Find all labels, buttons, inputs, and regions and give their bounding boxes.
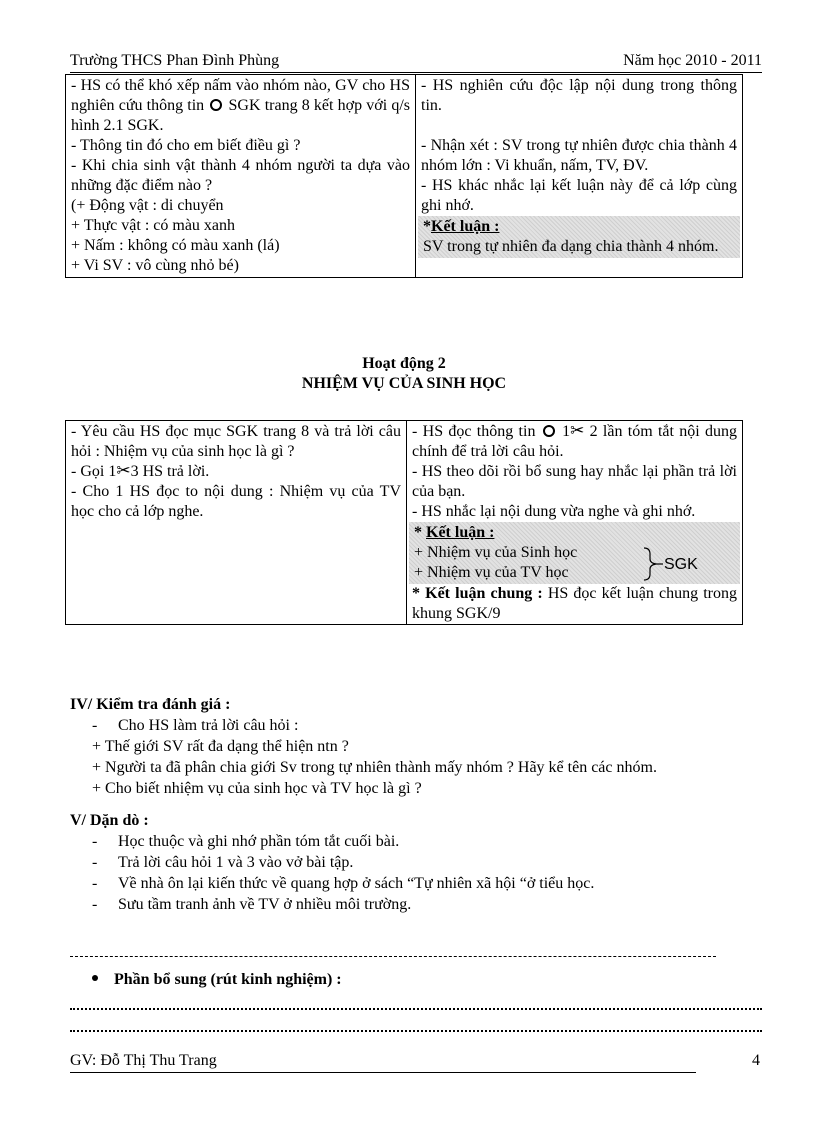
page-header <box>70 52 762 73</box>
table1-left-line4: (+ Động vật : di chuyển <box>71 197 224 214</box>
info-circle-icon <box>543 425 555 437</box>
page-number: 4 <box>752 1052 760 1069</box>
table1-right-line2: - Nhận xét : SV trong tự nhiên được chia thành 4 nhóm lớn : Vi khuẩn, nấm, TV, ĐV. <box>421 137 737 174</box>
table1-right-line3: - HS khác nhắc lại kết luận này để cả lớp cùng ghi nhớ. <box>421 177 737 214</box>
section5-title: V/ Dặn dò : <box>70 812 149 829</box>
bullet-icon <box>92 975 98 981</box>
activity1-table <box>65 74 743 278</box>
table1-left-line2: - Thông tin đó cho em biết điều gì ? <box>71 137 301 154</box>
table1-left-line7: + Vi SV : vô cùng nhỏ bé) <box>71 257 239 274</box>
right-brace-icon <box>642 547 664 581</box>
info-circle-icon <box>210 99 222 111</box>
student-column-2 <box>407 421 743 625</box>
section4-item1: - Cho HS làm trả lời câu hỏi : <box>92 717 299 734</box>
table1-left-line1: - HS có thể khó xếp nấm vào nhóm nào, GV cho HS nghiên cứu thông tin SGK trang 8 kết hợp với q/s hình 2.1 SGK. <box>71 77 411 134</box>
activity2-heading <box>65 354 743 394</box>
school-year: Năm học 2010 - 2011 <box>623 52 762 69</box>
section-assessment <box>70 694 770 799</box>
homework-item: - Sưu tầm tranh ảnh về TV ở nhiều môi trường. <box>92 896 412 913</box>
homework-item: - Về nhà ôn lại kiến thức về quang hợp ở sách “Tự nhiên xã hội “ở tiểu học. <box>92 875 595 892</box>
table2-right-line1: - HS đọc thông tin 1✂ 2 lần tóm tắt nội dung chính để trả lời câu hỏi. <box>412 421 738 460</box>
supplement-heading: Phần bổ sung (rút kinh nghiệm) : <box>92 971 342 989</box>
student-column <box>416 75 743 278</box>
table2-right-line3: - HS nhắc lại nội dung vừa nghe và ghi nhớ. <box>412 503 696 520</box>
conclusion-label-2: Kết luận : <box>426 524 495 541</box>
conclusion-label: Kết luận : <box>431 218 500 235</box>
table1-right-line1: - HS nghiên cứu độc lập nội dung trong thông tin. <box>421 77 737 114</box>
section4-q3: + Cho biết nhiệm vụ của sinh học và TV học là gì ? <box>92 780 422 797</box>
activity2-subtitle: NHIỆM VỤ CỦA SINH HỌC <box>301 375 507 392</box>
activity2-table <box>65 420 743 625</box>
activity2-title: Hoạt động 2 <box>362 355 446 372</box>
table2-left-line2: - Gọi 1✂3 HS trả lời. <box>71 461 210 480</box>
conclusion-item-2: + Nhiệm vụ của TV học <box>414 564 569 581</box>
sgk-label: SGK <box>664 556 698 573</box>
section4-q2: + Người ta đã phân chia giới Sv trong tự nhiên thành mấy nhóm ? Hãy kể tên các nhóm. <box>92 759 657 776</box>
teacher-column <box>66 75 416 278</box>
school-name: Trường THCS Phan Đình Phùng <box>70 52 280 69</box>
table2-left-line3: - Cho 1 HS đọc to nội dung : Nhiệm vụ của TV học cho cả lớp nghe. <box>71 483 401 520</box>
section4-title: IV/ Kiểm tra đánh giá : <box>70 696 231 713</box>
table1-left-line3: - Khi chia sinh vật thành 4 nhóm người ta dựa vào những đặc điểm nào ? <box>71 157 410 194</box>
dotted-line <box>70 1008 762 1010</box>
dashed-divider <box>70 956 716 957</box>
general-conclusion: * Kết luận chung : HS đọc kết luận chung trong khung SGK/9 <box>412 585 737 622</box>
table1-left-line5: + Thực vật : có màu xanh <box>71 217 236 234</box>
table2-left-line1: - Yêu cầu HS đọc mục SGK trang 8 và trả lời câu hỏi : Nhiệm vụ của sinh học là gì ? <box>71 423 401 460</box>
table2-right-line2: - HS theo dõi rồi bổ sung hay nhắc lại phần trả lời của bạn. <box>412 463 737 500</box>
section4-q1: + Thế giới SV rất đa dạng thể hiện ntn ? <box>92 738 349 755</box>
scissors-icon: ✂ <box>570 421 585 440</box>
homework-item: - Trả lời câu hỏi 1 và 3 vào vở bài tập. <box>92 854 354 871</box>
page-footer <box>70 1052 696 1073</box>
section-homework <box>70 810 770 915</box>
conclusion-box-2: * Kết luận : + Nhiệm vụ của Sinh học + Nhiệm vụ của TV học SGK <box>409 522 740 584</box>
homework-item: - Học thuộc và ghi nhớ phần tóm tắt cuối bài. <box>92 833 400 850</box>
scissors-icon: ✂ <box>116 461 131 480</box>
table1-left-line6: + Nấm : không có màu xanh (lá) <box>71 237 280 254</box>
conclusion-item-1: + Nhiệm vụ của Sinh học <box>414 544 578 561</box>
teacher-column-2 <box>66 421 407 625</box>
dotted-line <box>70 1030 762 1032</box>
conclusion-box: *Kết luận : SV trong tự nhiên đa dạng chia thành 4 nhóm. <box>418 216 740 258</box>
conclusion-text: SV trong tự nhiên đa dạng chia thành 4 nhóm. <box>423 238 719 255</box>
teacher-name: GV: Đỗ Thị Thu Trang <box>70 1052 217 1069</box>
